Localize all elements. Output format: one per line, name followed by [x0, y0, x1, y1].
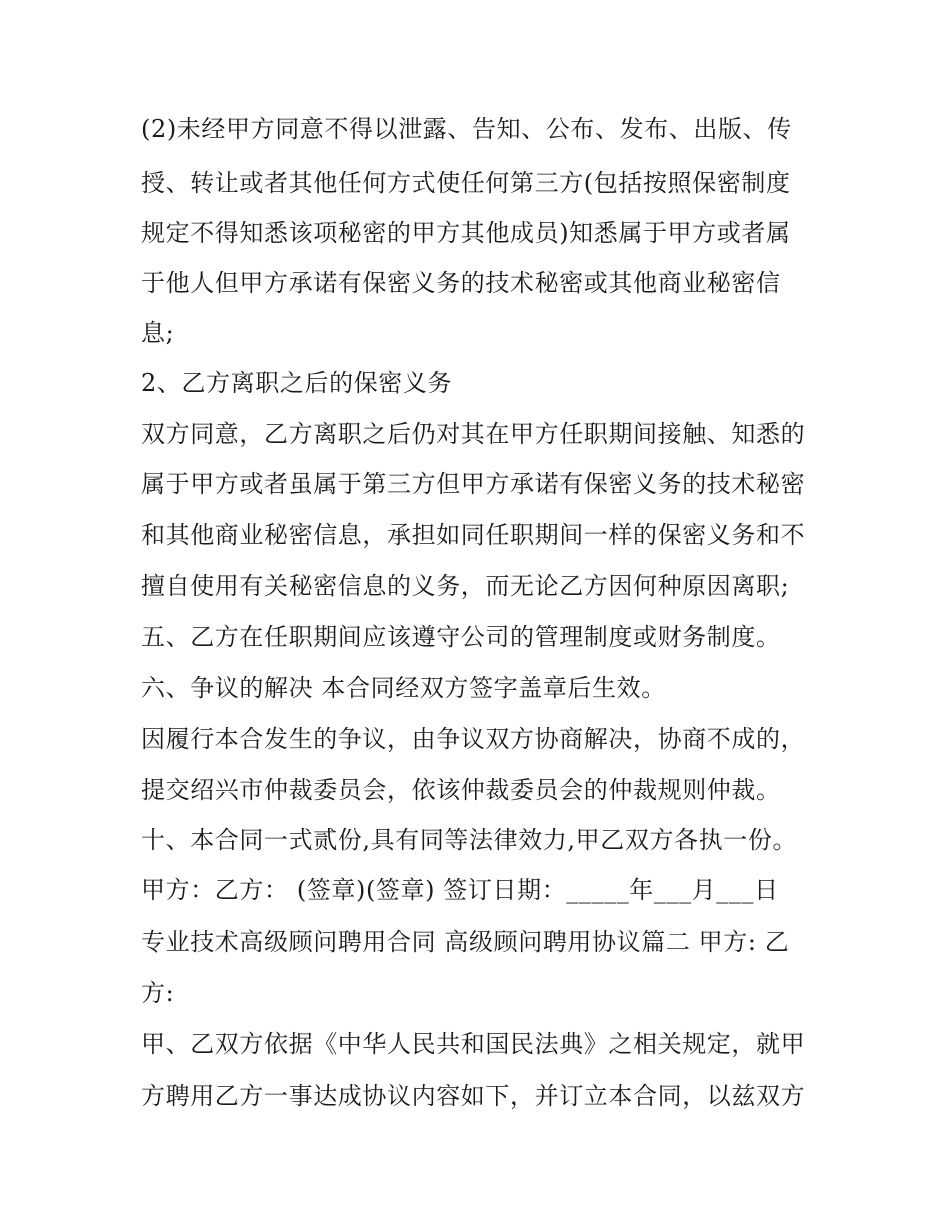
text-line: 六、争议的解决 本合同经双方签字盖章后生效。: [141, 674, 666, 702]
text-line: 因履行本合发生的争议，由争议双方协商解决，协商不成的，: [141, 725, 806, 753]
text-line: 授、转让或者其他任何方式使任何第三方(包括按照保密制度: [141, 169, 791, 197]
text-line: 提交绍兴市仲裁委员会，依该仲裁委员会的仲裁规则仲裁。: [141, 776, 781, 804]
text-line: 规定不得知悉该项秘密的甲方其他成员)知悉属于甲方或者属: [141, 219, 791, 247]
text-line: 息;: [141, 319, 175, 347]
text-line: 十、本合同一式贰份,具有同等法律效力,甲乙双方各执一份。: [141, 826, 798, 854]
text-line: 甲、乙双方依据《中华人民共和国民法典》之相关规定，就甲: [141, 1030, 806, 1058]
text-line: 于他人但甲方承诺有保密义务的技术秘密或其他商业秘密信: [141, 269, 781, 297]
text-line: 甲方：乙方： (签章)(签章) 签订日期：_____年___月___日: [141, 876, 779, 904]
text-line: 方:: [141, 979, 175, 1007]
text-line: 2、乙方离职之后的保密义务: [141, 369, 453, 397]
text-line: 双方同意，乙方离职之后仍对其在甲方任职期间接触、知悉的: [141, 420, 806, 448]
text-line: 和其他商业秘密信息，承担如同任职期间一样的保密义务和不: [141, 521, 806, 549]
text-line: 属于甲方或者虽属于第三方但甲方承诺有保密义务的技术秘密: [141, 470, 806, 498]
text-line: 五、乙方在任职期间应该遵守公司的管理制度或财务制度。: [141, 623, 781, 651]
text-line: 专业技术高级顾问聘用合同 高级顾问聘用协议篇二 甲方: 乙: [141, 928, 790, 956]
text-line: 擅自使用有关秘密信息的义务，而无论乙方因何种原因离职;: [141, 572, 790, 600]
text-line: 方聘用乙方一事达成协议内容如下，并订立本合同，以兹双方: [141, 1082, 806, 1110]
text-line: (2)未经甲方同意不得以泄露、告知、公布、发布、出版、传: [141, 115, 792, 143]
